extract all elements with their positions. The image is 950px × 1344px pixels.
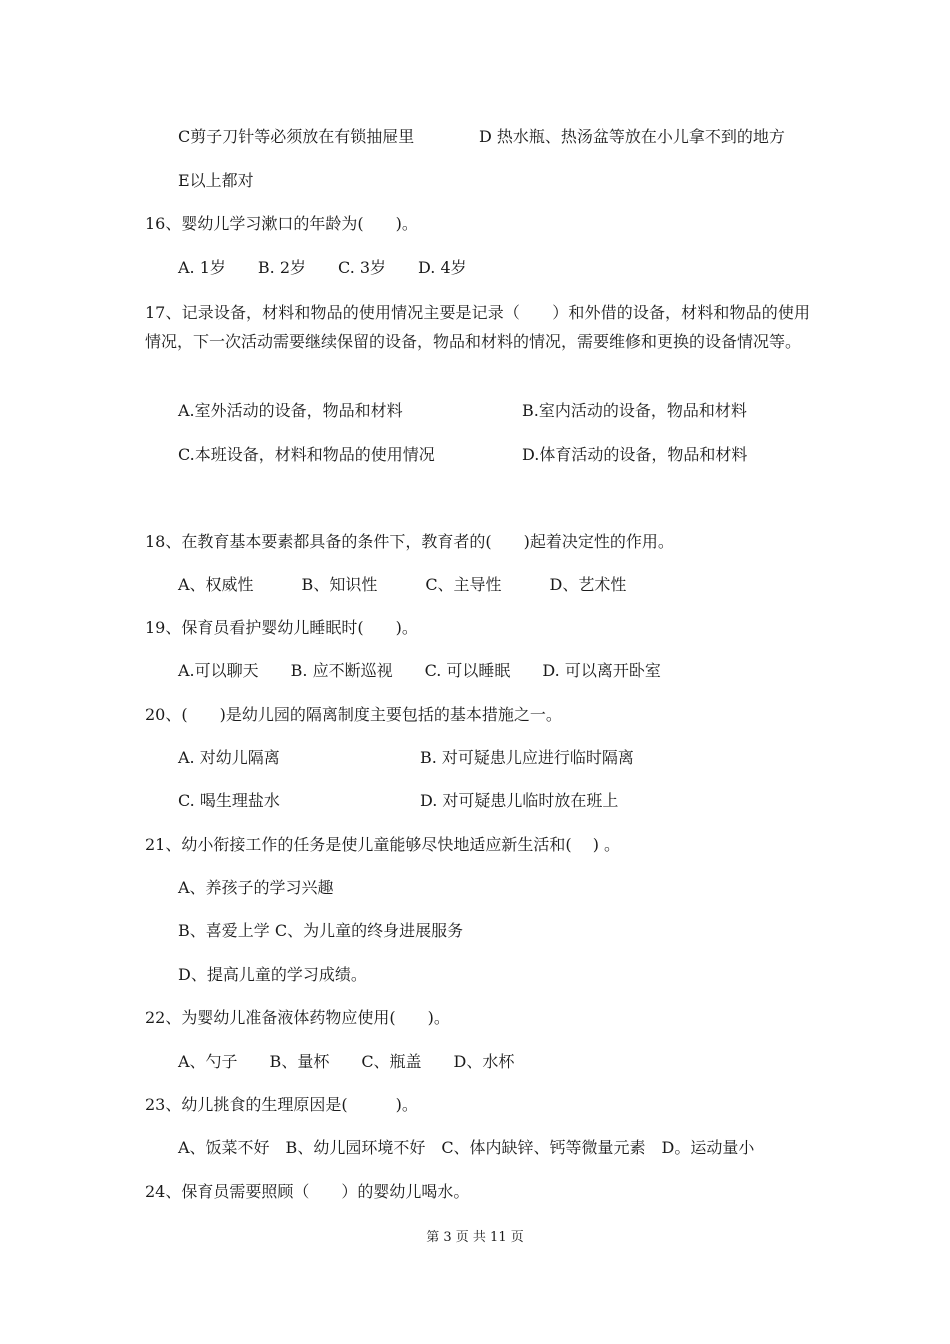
q20-option-d: D. 对可疑患儿临时放在班上 — [420, 791, 619, 810]
q17-stem: 17、记录设备，材料和物品的使用情况主要是记录（ ）和外借的设备，材料和物品的使用情况，下一次活动需要继续保留的设备，物品和材料的情况，需要维修和更换的设备情况等。 — [145, 303, 810, 351]
q21-option-bc: B、喜爱上学 C、为儿童的终身进展服务 — [178, 921, 464, 940]
q22-options: A、勺子 B、量杯 C、瓶盖 D、水杯 — [178, 1052, 515, 1071]
q20-stem: 20、( )是幼儿园的隔离制度主要包括的基本措施之一。 — [145, 705, 562, 724]
q18-options: A、权威性 B、知识性 C、主导性 D、艺术性 — [178, 575, 627, 594]
q23-options: A、饭菜不好 B、幼儿园环境不好 C、体内缺锌、钙等微量元素 D。运动量小 — [178, 1138, 755, 1157]
q22-stem: 22、为婴幼儿准备液体药物应使用( )。 — [145, 1008, 450, 1027]
q15-option-e: E以上都对 — [178, 171, 254, 190]
q23-stem: 23、幼儿挑食的生理原因是( )。 — [145, 1095, 418, 1114]
q24-stem: 24、保育员需要照顾（ ）的婴幼儿喝水。 — [145, 1182, 470, 1201]
q15-option-d: D 热水瓶、热汤盆等放在小儿拿不到的地方 — [479, 127, 785, 146]
q20-option-c: C. 喝生理盐水 — [178, 791, 280, 810]
q16-options: A. 1岁 B. 2岁 C. 3岁 D. 4岁 — [178, 258, 467, 277]
q15-option-c: C剪子刀针等必须放在有锁抽屉里 — [178, 127, 415, 146]
q21-option-d: D、提高儿童的学习成绩。 — [178, 965, 367, 984]
q19-stem: 19、保育员看护婴幼儿睡眠时( )。 — [145, 618, 418, 637]
q21-stem: 21、幼小衔接工作的任务是使儿童能够尽快地适应新生活和( ) 。 — [145, 835, 621, 854]
q17-option-c: C.本班设备，材料和物品的使用情况 — [178, 445, 435, 464]
q16-stem: 16、婴幼儿学习漱口的年龄为( )。 — [145, 214, 418, 233]
q21-option-a: A、养孩子的学习兴趣 — [178, 878, 334, 897]
q17-option-b: B.室内活动的设备，物品和材料 — [522, 401, 747, 420]
q19-options: A.可以聊天 B. 应不断巡视 C. 可以睡眠 D. 可以离开卧室 — [178, 661, 661, 680]
q18-stem: 18、在教育基本要素都具备的条件下，教育者的( )起着决定性的作用。 — [145, 532, 674, 551]
q17-option-a: A.室外活动的设备，物品和材料 — [178, 401, 403, 420]
q17-option-d: D.体育活动的设备，物品和材料 — [522, 445, 748, 464]
q20-option-a: A. 对幼儿隔离 — [178, 748, 280, 767]
page-number: 第 3 页 共 11 页 — [426, 1230, 524, 1245]
q20-option-b: B. 对可疑患儿应进行临时隔离 — [420, 748, 634, 767]
